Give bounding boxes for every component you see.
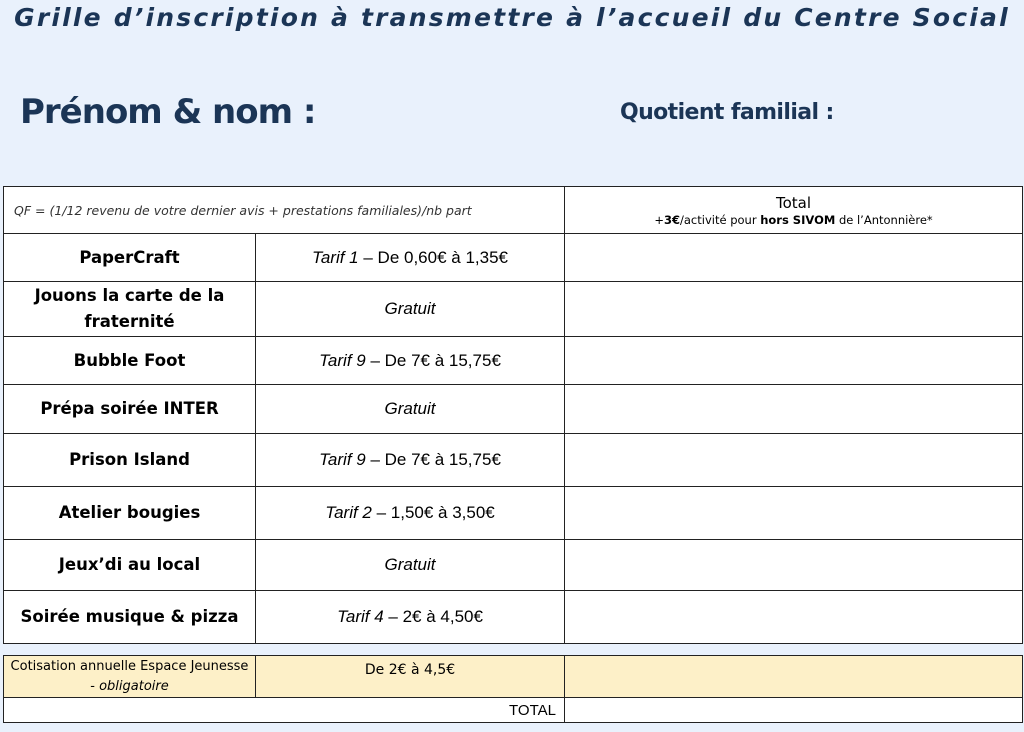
table-row xyxy=(4,234,1023,282)
activity-name: Jeux’di au local xyxy=(4,540,256,591)
table-header-row xyxy=(4,187,1023,234)
activity-name: Atelier bougies xyxy=(4,487,256,540)
activity-name: Prison Island xyxy=(4,434,256,487)
total-header xyxy=(565,187,1023,234)
cotisation-total-cell[interactable] xyxy=(565,656,1023,698)
total-cell[interactable] xyxy=(565,234,1023,282)
activity-price: Tarif 2 – 1,50€ à 3,50€ xyxy=(256,487,565,540)
total-cell[interactable] xyxy=(565,540,1023,591)
table-row xyxy=(4,434,1023,487)
total-cell[interactable] xyxy=(565,591,1023,644)
activity-price: Tarif 4 – 2€ à 4,50€ xyxy=(256,591,565,644)
activity-name: Soirée musique & pizza xyxy=(4,591,256,644)
total-cell[interactable] xyxy=(565,434,1023,487)
name-label: Prénom & nom : xyxy=(20,92,316,132)
table-row xyxy=(4,385,1023,434)
cotisation-row xyxy=(4,656,1023,698)
activity-price: Gratuit xyxy=(256,282,565,337)
table-row xyxy=(4,337,1023,385)
table-row xyxy=(4,487,1023,540)
total-cell[interactable] xyxy=(565,487,1023,540)
activity-price: Gratuit xyxy=(256,540,565,591)
total-cell[interactable] xyxy=(565,282,1023,337)
table-row xyxy=(4,540,1023,591)
cotisation-price: De 2€ à 4,5€ xyxy=(256,656,565,698)
cotisation-table xyxy=(3,655,1023,723)
activity-price: Tarif 9 – De 7€ à 15,75€ xyxy=(256,337,565,385)
activity-name: Prépa soirée INTER xyxy=(4,385,256,434)
activity-price: Tarif 9 – De 7€ à 15,75€ xyxy=(256,434,565,487)
quotient-familial-label: Quotient familial : xyxy=(620,100,834,125)
registration-table xyxy=(3,186,1023,644)
table-row xyxy=(4,282,1023,337)
total-cell[interactable] xyxy=(565,385,1023,434)
total-row xyxy=(4,698,1023,723)
page-title: Grille d’inscription à transmettre à l’accueil du Centre Social xyxy=(14,3,1010,32)
total-header-label: Total xyxy=(775,193,812,212)
activity-price: Tarif 1 – De 0,60€ à 1,35€ xyxy=(256,234,565,282)
activity-name: PaperCraft xyxy=(4,234,256,282)
cotisation-label: Cotisation annuelle Espace Jeunesse - obligatoire xyxy=(4,656,256,698)
grand-total-label: TOTAL xyxy=(4,698,565,723)
total-header-note: +3€/activité pour hors SIVOM de l’Antonnière* xyxy=(654,212,933,227)
table-row xyxy=(4,591,1023,644)
activity-name: Bubble Foot xyxy=(4,337,256,385)
activity-price: Gratuit xyxy=(256,385,565,434)
qf-formula: QF = (1/12 revenu de votre dernier avis + prestations familiales)/nb part xyxy=(4,187,565,234)
activity-name: Jouons la carte de la fraternité xyxy=(4,282,256,337)
grand-total-cell[interactable] xyxy=(565,698,1023,723)
total-cell[interactable] xyxy=(565,337,1023,385)
